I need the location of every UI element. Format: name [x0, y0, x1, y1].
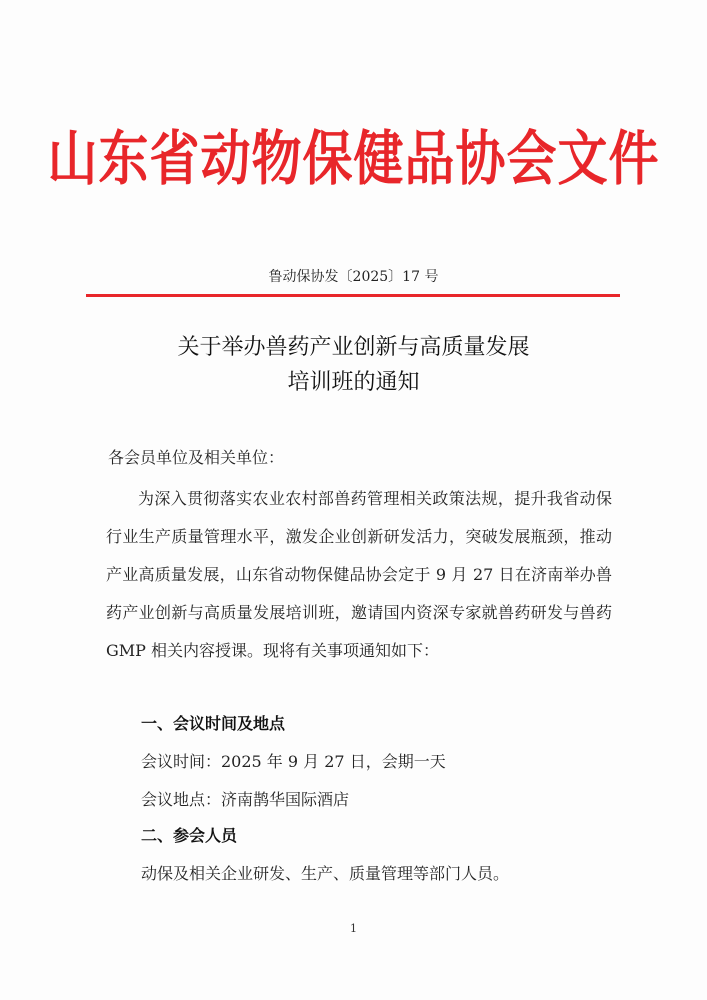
salutation: 各会员单位及相关单位：: [108, 448, 285, 467]
intro-paragraph: 为深入贯彻落实农业农村部兽药管理相关政策法规，提升我省动保行业生产质量管理水平，激发企业创新研发活力，突破发展瓶颈，推动产业高质量发展，山东省动物保健品协会定于 9 月 27 日在济南举办兽药产业创新与高质量发展培训班，邀请国内资深专家就兽药研发与兽药 GMP 相关内容授课。现将有关事项通知如下：: [106, 489, 612, 660]
notice-title-line-1: 关于举办兽药产业创新与高质量发展: [177, 335, 530, 360]
red-divider-line: [86, 294, 620, 297]
attendees-description: 动保及相关企业研发、生产、质量管理等部门人员。: [141, 864, 510, 883]
masthead-title: 山东省动物保健品协会文件: [47, 123, 660, 193]
page-number: 1: [350, 922, 357, 935]
notice-title-line-2: 培训班的通知: [287, 370, 420, 395]
notice-title: [0, 330, 707, 400]
section-2-heading: 二、参会人员: [141, 826, 238, 845]
document-number: 鲁动保协发〔2025〕17 号: [268, 269, 439, 285]
section-1-heading: 一、会议时间及地点: [141, 714, 286, 733]
meeting-place: 会议地点：济南鹊华国际酒店: [141, 790, 350, 809]
meeting-time: 会议时间：2025 年 9 月 27 日，会期一天: [141, 752, 446, 771]
